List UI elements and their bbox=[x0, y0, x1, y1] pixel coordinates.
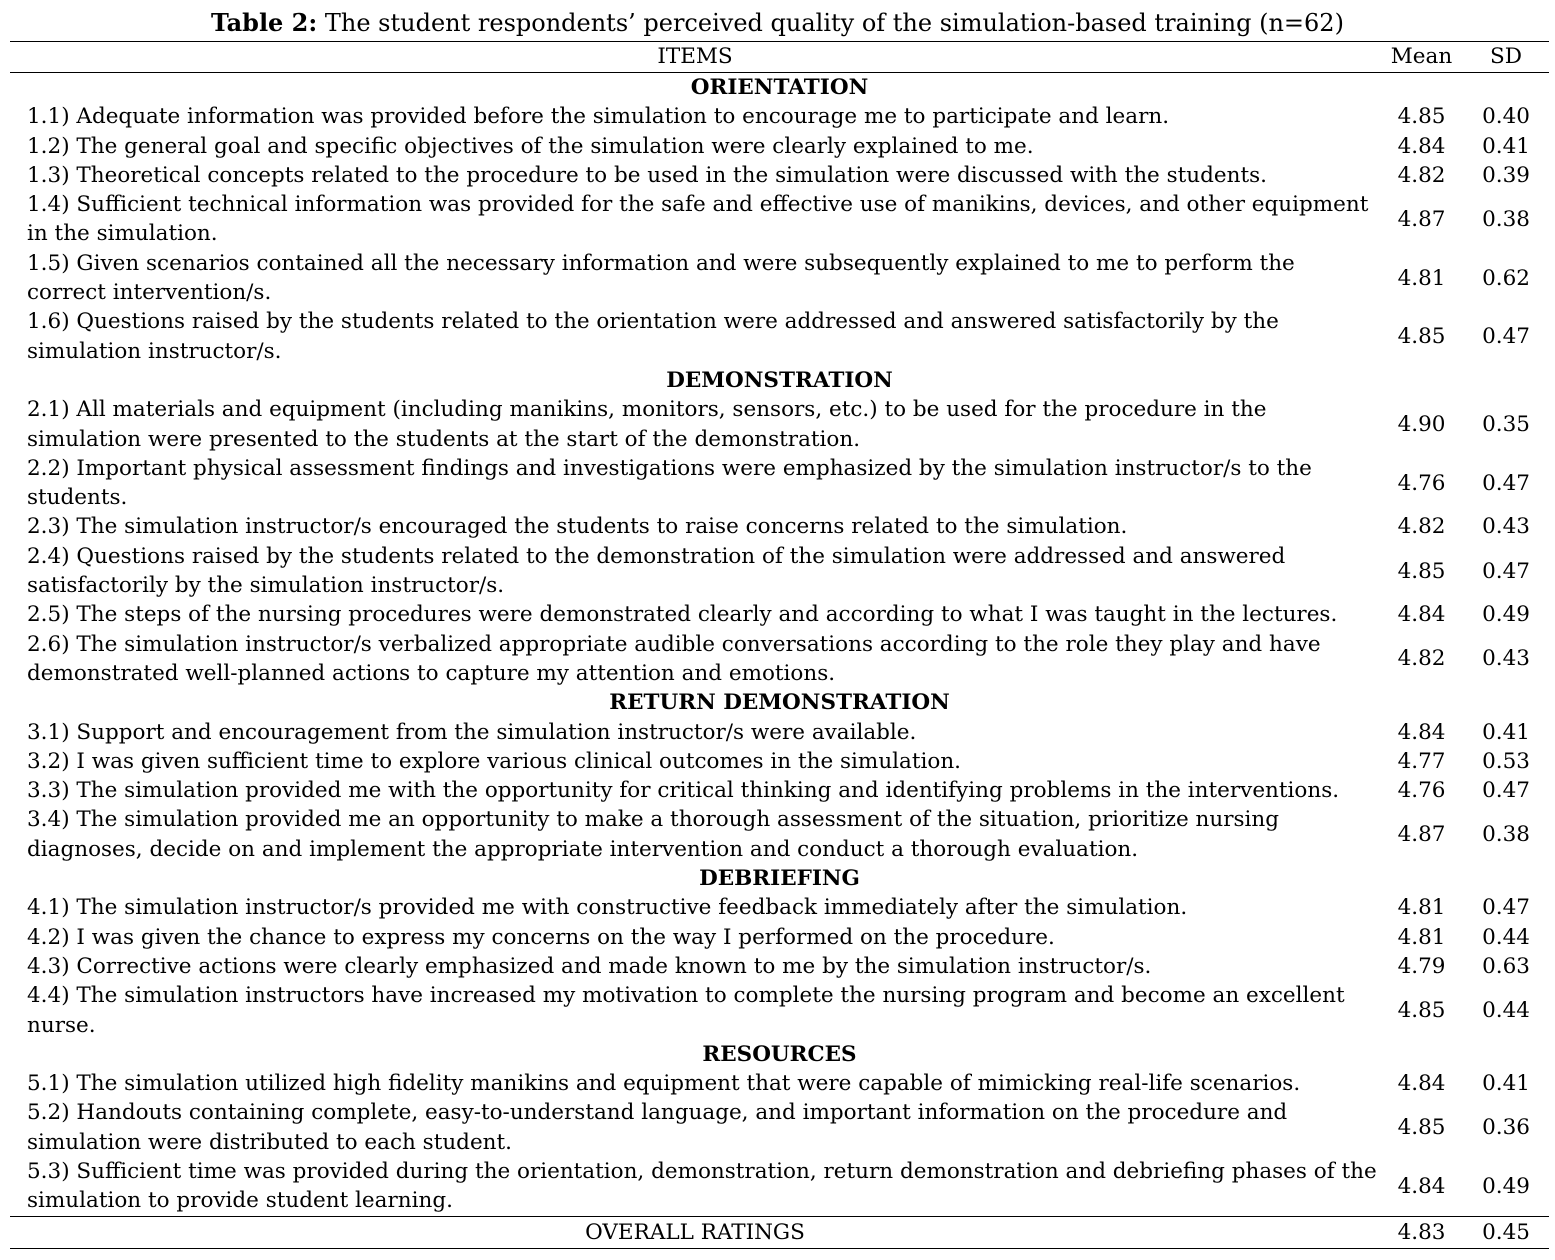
table-row bbox=[10, 307, 1549, 366]
mean-value: 4.81 bbox=[1397, 265, 1446, 291]
item-text: 5.3) Sufficient time was provided during the orientation, demonstration, return demonstration and debriefing phases of the simulation to provide student learning. bbox=[27, 1158, 1377, 1214]
item-text: 3.3) The simulation provided me with the opportunity for critical thinking and identifying problems in the interventions. bbox=[27, 778, 1340, 804]
section-heading: RESOURCES bbox=[702, 1041, 857, 1067]
item-text: 2.3) The simulation instructor/s encouraged the students to raise concerns related to the simulation. bbox=[27, 514, 1128, 540]
mean-value: 4.84 bbox=[1397, 1173, 1446, 1199]
item-text: 1.3) Theoretical concepts related to the procedure to be used in the simulation were discussed with the students. bbox=[27, 162, 1267, 188]
item-text: 1.2) The general goal and specific objectives of the simulation were clearly explained to me. bbox=[27, 133, 1034, 159]
mean-value: 4.85 bbox=[1397, 558, 1446, 584]
overall-row bbox=[10, 1217, 1549, 1248]
table-row bbox=[10, 1098, 1549, 1157]
mean-value: 4.84 bbox=[1397, 719, 1446, 745]
sd-value: 0.35 bbox=[1482, 412, 1530, 438]
mean-value: 4.84 bbox=[1397, 602, 1446, 628]
item-text: 5.2) Handouts containing complete, easy-to-understand language, and important information on the procedure and simulation were distributed to each student. bbox=[27, 1100, 1288, 1155]
table-row bbox=[10, 102, 1549, 131]
header-row bbox=[10, 42, 1549, 72]
sd-value: 0.47 bbox=[1482, 895, 1530, 921]
sd-value: 0.38 bbox=[1482, 206, 1530, 232]
sd-value: 0.43 bbox=[1482, 646, 1530, 672]
mean-value: 4.76 bbox=[1397, 470, 1446, 496]
mean-value: 4.84 bbox=[1397, 133, 1446, 159]
item-text: 2.1) All materials and equipment (including manikins, monitors, sensors, etc.) to be used for the procedure in the simulation were presented to the students at the start of the demonstration. bbox=[27, 397, 1267, 452]
table-row bbox=[10, 923, 1549, 952]
item-text: 1.1) Adequate information was provided before the simulation to encourage me to participate and learn. bbox=[27, 104, 1170, 130]
table-row bbox=[10, 893, 1549, 922]
table-body bbox=[10, 73, 1549, 1216]
sd-value: 0.62 bbox=[1482, 265, 1530, 291]
item-text: 1.5) Given scenarios contained all the necessary information and were subsequently explained to me to perform the correct intervention/s. bbox=[27, 250, 1295, 306]
sd-value: 0.41 bbox=[1482, 719, 1530, 745]
sd-value: 0.39 bbox=[1482, 162, 1530, 188]
table-row bbox=[10, 747, 1549, 776]
item-text: 5.1) The simulation utilized high fidelity manikins and equipment that were capable of mimicking real-life scenarios. bbox=[27, 1071, 1301, 1097]
section-heading: RETURN DEMONSTRATION bbox=[609, 690, 950, 716]
sd-value: 0.41 bbox=[1482, 1071, 1530, 1097]
mean-value: 4.82 bbox=[1397, 162, 1446, 188]
sd-value: 0.43 bbox=[1482, 514, 1530, 540]
mean-value: 4.82 bbox=[1397, 514, 1446, 540]
sd-value: 0.63 bbox=[1482, 953, 1530, 979]
sd-value: 0.44 bbox=[1482, 998, 1530, 1023]
table-row bbox=[10, 161, 1549, 190]
sd-value: 0.47 bbox=[1482, 558, 1530, 584]
overall-sd: 0.45 bbox=[1482, 1219, 1530, 1245]
sd-value: 0.36 bbox=[1482, 1115, 1530, 1141]
table-row bbox=[10, 981, 1549, 1040]
item-text: 1.4) Sufficient technical information was provided for the safe and effective use of manikins, devices, and other equipment in the simulation. bbox=[27, 192, 1369, 247]
table-row bbox=[10, 1157, 1549, 1216]
item-text: 3.1) Support and encouragement from the simulation instructor/s were available. bbox=[27, 719, 917, 745]
sd-value: 0.38 bbox=[1482, 822, 1530, 848]
overall-mean: 4.83 bbox=[1397, 1219, 1446, 1245]
item-text: 4.4) The simulation instructors have increased my motivation to complete the nursing program and become an excellent nurse. bbox=[27, 983, 1345, 1038]
mean-value: 4.76 bbox=[1397, 778, 1446, 804]
item-text: 4.3) Corrective actions were clearly emphasized and made known to me by the simulation instructor/s. bbox=[27, 953, 1152, 979]
header-sd: SD bbox=[1490, 44, 1522, 69]
table-row bbox=[10, 132, 1549, 161]
item-text: 2.5) The steps of the nursing procedures were demonstrated clearly and according to what I was taught in the lectures. bbox=[27, 602, 1338, 628]
table-row bbox=[10, 600, 1549, 629]
bottom-rule bbox=[10, 1248, 1549, 1249]
item-text: 2.6) The simulation instructor/s verbalized appropriate audible conversations according to the role they play and have demonstrated well-planned actions to capture my attention and emotions. bbox=[27, 631, 1321, 686]
sd-value: 0.44 bbox=[1482, 924, 1530, 950]
mean-value: 4.87 bbox=[1397, 206, 1446, 232]
item-text: 2.4) Questions raised by the students related to the demonstration of the simulation were addressed and answered satisfactorily by the simulation instructor/s. bbox=[27, 543, 1286, 599]
sd-value: 0.53 bbox=[1482, 748, 1530, 774]
table-row bbox=[10, 776, 1549, 805]
sd-value: 0.49 bbox=[1482, 602, 1530, 628]
table-row bbox=[10, 454, 1549, 513]
ratings-table bbox=[10, 41, 1549, 1249]
section-heading: ORIENTATION bbox=[690, 75, 869, 100]
caption-text: The student respondents’ perceived quality of the simulation-based training (n=62) bbox=[317, 9, 1344, 37]
mean-value: 4.85 bbox=[1397, 324, 1446, 350]
mean-value: 4.81 bbox=[1397, 895, 1446, 921]
mean-value: 4.85 bbox=[1397, 104, 1446, 130]
table-row bbox=[10, 395, 1549, 454]
item-text: 3.2) I was given sufficient time to explore various clinical outcomes in the simulation. bbox=[27, 748, 962, 774]
item-text: 1.6) Questions raised by the students related to the orientation were addressed and answered satisfactorily by the simulation instructor/s. bbox=[27, 309, 1279, 364]
section-heading: DEMONSTRATION bbox=[666, 367, 893, 393]
sd-value: 0.47 bbox=[1482, 470, 1530, 496]
section-heading: DEBRIEFING bbox=[699, 866, 860, 892]
table-row bbox=[10, 190, 1549, 249]
table-row bbox=[10, 718, 1549, 747]
table-caption bbox=[0, 8, 1555, 38]
sd-value: 0.40 bbox=[1482, 104, 1530, 130]
mean-value: 4.85 bbox=[1397, 1115, 1446, 1141]
mean-value: 4.81 bbox=[1397, 924, 1446, 950]
header-mean: Mean bbox=[1390, 44, 1453, 69]
mean-value: 4.85 bbox=[1397, 998, 1446, 1023]
sd-value: 0.47 bbox=[1482, 324, 1530, 350]
item-text: 4.1) The simulation instructor/s provided me with constructive feedback immediately after the simulation. bbox=[27, 895, 1188, 921]
overall-label: OVERALL RATINGS bbox=[585, 1219, 805, 1245]
sd-value: 0.41 bbox=[1482, 133, 1530, 159]
item-text: 4.2) I was given the chance to express my concerns on the way I performed on the procedure. bbox=[27, 924, 1055, 950]
mean-value: 4.79 bbox=[1397, 953, 1446, 979]
table-row bbox=[10, 1069, 1549, 1098]
mean-value: 4.90 bbox=[1397, 412, 1446, 438]
item-text: 3.4) The simulation provided me an opportunity to make a thorough assessment of the situation, prioritize nursing diagnoses, decide on and implement the appropriate intervention and conduct a thorough evaluation. bbox=[27, 807, 1279, 862]
table-row bbox=[10, 805, 1549, 864]
mean-value: 4.82 bbox=[1397, 646, 1446, 672]
mean-value: 4.87 bbox=[1397, 822, 1446, 848]
caption-label: Table 2: bbox=[211, 8, 318, 37]
mean-value: 4.77 bbox=[1397, 748, 1446, 774]
table-row bbox=[10, 512, 1549, 541]
table-row bbox=[10, 249, 1549, 308]
mean-value: 4.84 bbox=[1397, 1071, 1446, 1097]
table-row bbox=[10, 952, 1549, 981]
header-items: ITEMS bbox=[657, 44, 733, 69]
sd-value: 0.49 bbox=[1482, 1173, 1530, 1199]
item-text: 2.2) Important physical assessment findings and investigations were emphasized by the simulation instructor/s to the students. bbox=[27, 455, 1312, 511]
sd-value: 0.47 bbox=[1482, 778, 1530, 804]
table-row bbox=[10, 542, 1549, 601]
table-row bbox=[10, 630, 1549, 689]
